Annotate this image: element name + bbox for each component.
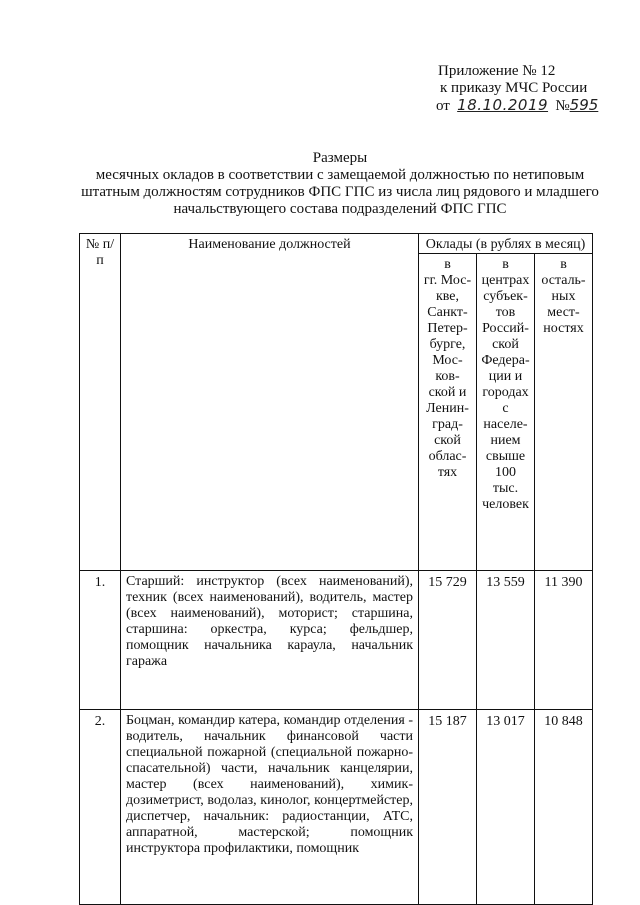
date-prefix: от <box>436 98 450 114</box>
appendix-date-line <box>436 97 618 115</box>
title-line-4: начальствующего состава подразделений ФПС ГПС <box>173 201 507 217</box>
subheader-line: тыс. <box>492 481 519 496</box>
row-salary-other: 10 848 <box>535 710 593 905</box>
row-number: 1. <box>80 571 121 710</box>
handwritten-date: 18.10.2019 <box>457 96 549 114</box>
subheader-line: ской и <box>428 385 467 400</box>
subheader-line: кве, <box>435 289 460 304</box>
table-row <box>80 571 593 710</box>
title-line-2: месячных окладов в соответствии с замещаемой должностью по нетиповым <box>95 167 585 183</box>
subheader-line: осталь- <box>541 273 586 288</box>
salary-table <box>79 233 593 905</box>
table-row <box>80 710 593 905</box>
subheader-line: град- <box>432 417 463 432</box>
subheader-line: субъек- <box>483 289 528 304</box>
document-title <box>60 150 620 218</box>
appendix-title: Приложение № 12 <box>438 63 556 79</box>
subheader-line: облас- <box>428 449 467 464</box>
header-name: Наименование должностей <box>121 234 419 571</box>
subheader-line: ской <box>492 337 519 352</box>
subheader-regional-centers <box>477 254 535 571</box>
subheader-line: центрах <box>481 273 530 288</box>
row-positions: Боцман, командир катера, командир отделения - водитель, начальник финансовой части специальной пожарной (специальной пожарно-спасательной) части, начальник канцелярии, мастер (всех наименований), химик-дозиметрист, водолаз, кинолог, концертмейстер, диспетчер, начальник: радиостанции, АТС, аппаратной, мастерской; помощник инструктора профилактики, помощник <box>121 710 419 905</box>
title-line-3: штатным должностям сотрудников ФПС ГПС из числа лиц рядового и младшего <box>81 184 599 200</box>
header-row <box>80 234 593 254</box>
subheader-line: ностях <box>543 321 584 336</box>
row-salary-moscow: 15 187 <box>419 710 477 905</box>
subheader-line: городах <box>482 385 529 400</box>
subheader-line: Санкт- <box>427 305 468 320</box>
subheader-line: ных <box>551 289 576 304</box>
number-prefix: № <box>555 98 570 114</box>
subheader-line: бурге, <box>429 337 466 352</box>
subheader-moscow-spb <box>419 254 477 571</box>
subheader-line: Федера- <box>481 353 530 368</box>
row-salary-moscow: 15 729 <box>419 571 477 710</box>
subheader-line: Петер- <box>427 321 468 336</box>
subheader-line: свыше <box>485 449 526 464</box>
header-salaries: Оклады (в рублях в месяц) <box>419 234 593 254</box>
subheader-line: Ленин- <box>426 401 469 416</box>
row-positions: Старший: инструктор (всех наименований), техник (всех наименований), водитель, мастер (всех наименований), моторист; старшина, старшина: оркестра, курса; фельдшер, помощник начальника караула, начальник гаража <box>121 571 419 710</box>
row-salary-other: 11 390 <box>535 571 593 710</box>
subheader-line: мест- <box>547 305 580 320</box>
row-number: 2. <box>80 710 121 905</box>
subheader-line: человек <box>482 497 529 512</box>
subheader-line: в <box>444 257 451 272</box>
subheader-line: 100 <box>495 465 516 480</box>
header-num: № п/п <box>80 234 121 571</box>
appendix-order: к приказу МЧС России <box>440 80 588 96</box>
subheader-other-areas <box>535 254 593 571</box>
subheader-line: тях <box>437 465 458 480</box>
title-line-1: Размеры <box>312 150 368 166</box>
appendix-block <box>438 63 618 115</box>
subheader-line: гг. Мос- <box>423 273 472 288</box>
row-salary-regional: 13 559 <box>477 571 535 710</box>
subheader-line: в <box>560 257 567 272</box>
subheader-line: Мос- <box>432 353 463 368</box>
subheader-line: ции и <box>488 369 523 384</box>
subheader-line: нием <box>490 433 521 448</box>
row-salary-regional: 13 017 <box>477 710 535 905</box>
subheader-line: Россий- <box>482 321 529 336</box>
subheader-line: ков- <box>435 369 460 384</box>
subheader-line: с <box>502 401 509 416</box>
subheader-line: тов <box>495 305 516 320</box>
subheader-line: в <box>502 257 509 272</box>
subheader-line: ской <box>434 433 461 448</box>
handwritten-number: 595 <box>569 96 599 114</box>
subheader-line: населе- <box>483 417 528 432</box>
